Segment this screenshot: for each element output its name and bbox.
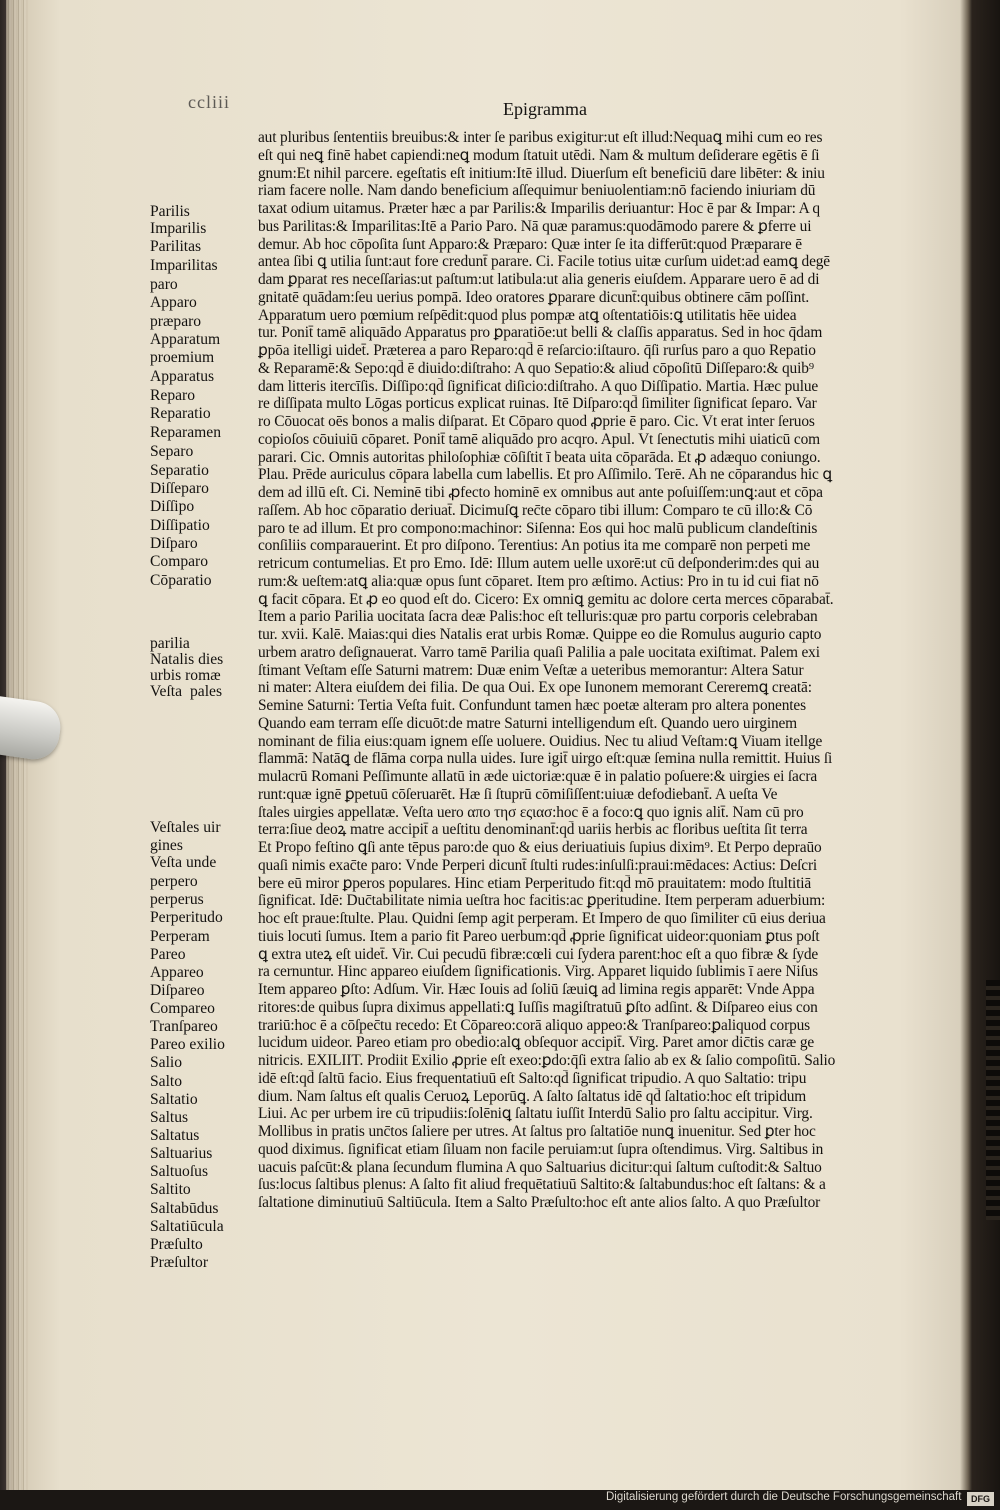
binding-marks: [986, 980, 1000, 1220]
text-line: ſaltatione diminutiuū Saltiūcula. Item a Salto Præſulto:hoc eſt ante alios ſalto. A quo Præſultor: [258, 1194, 821, 1211]
margin-note: Reparatio: [150, 405, 211, 422]
text-line: nitricis. EXILIIT. Prodiit Exilio ꝓprie eſt exeo:ꝑdo:q̄ſi extra ſalio ab ex & ſalio compoſitū. Salio: [258, 1052, 836, 1069]
text-line: rum:& ueſtem:atꝗ alia:quæ opus ſunt cōparet. Item pro æſtimo. Actius: Pro in tu id cui fiat nō: [258, 572, 819, 590]
text-line: parari. Cic. Omnis autoritas philoſophiæ cōſiſtit ī beata uita cōparāda. Et ꝓ adæquo coniungo.: [258, 448, 821, 466]
text-line: & Reparamē:& Sepo:qd̄ ē diuido:diſtraho: A quo Sepatio:& aliud cōpoſitū Diſſeparo:& quib⁹: [258, 359, 814, 377]
margin-note: parilia: [150, 635, 190, 652]
text-line: terra:ſiue deoꝝ matre accipit̄ a ueſtitu denominant̄:qd̄ uariis herbis ac floribus ueſtita ſit terra: [258, 821, 808, 839]
text-line: Et Propo feſtino ꝗſi ante tēpus paro:de quo & eius deriuatiuis ſupius dixim⁹. Et Perpo depraūo: [258, 839, 822, 856]
margin-note: Separo: [150, 443, 194, 460]
margin-note: Salio: [150, 1054, 183, 1071]
margin-note: pales: [190, 683, 223, 700]
text-line: lucidum uideor. Pareo etiam pro obedio:alꝗ obſequor accipit̄. Virg. Paret amor dic̄tis caræ ge: [258, 1034, 815, 1052]
margin-note: Diſſipo: [150, 498, 195, 515]
margin-note: Comparo: [150, 553, 209, 570]
margin-note: Saltatus: [150, 1127, 200, 1144]
text-line: riam facere nolle. Nam dando beneficium aſſequimur beniuolentiam:nō faciendo iniuriam dū: [258, 182, 816, 200]
margin-note: Diſparo: [150, 535, 198, 552]
margin-note: perperus: [150, 891, 204, 908]
text-line: antea ſibi ꝗ utilia ſunt:aut fore credunt̄ parare. Ci. Facile totius uitæ curſum uidet:ad eamꝗ degē: [258, 253, 830, 271]
text-line: bus Parilitas:& Imparilitas:Itē a Pario Paro. Nā quæ paramus:quodāmodo parere & ꝑferre ui: [258, 217, 812, 235]
text-line: Plau. Prēde auriculus cōpara labella cum labellis. Et pro Aſſimilo. Terē. Ah ne cōparandus hic ꝗ: [258, 466, 832, 484]
text-line: ſus:locus ſaltibus plenus: A ſalto fit aliud frequētatiuū Saltito:& ſaltabundus:hoc eſt ſaltans: & a: [258, 1176, 826, 1194]
margin-note: paro: [150, 276, 178, 293]
text-line: Semine Saturni: Tertia Veſta fuit. Confundunt tamen hæc poetæ alteram pro altera ponentes: [258, 697, 806, 714]
text-line: ni mater: Altera eiuſdem dei filia. De qua Oui. Ex ope Iunonem memorant Cereremꝗ creatā:: [258, 679, 812, 697]
text-line: dam litteris itercīſis. Diſſipo:qd̄ ſignificat diſicio:diſtraho. A quo Diſſipatio. Martia. Hæc pulue: [258, 377, 819, 395]
text-line: nominant de filia eius:quam ignem eſſe uoluere. Ouidius. Nec tu aliud Veſtam:ꝗ Viuam itellge: [258, 732, 823, 750]
margin-note: Reparamen: [150, 424, 222, 441]
text-line: ro Cōuocat oēs bonos a malis diſparat. Et Cōparo quod ꝓprie ē paro. Cic. Vt erat inter ſeruos: [258, 413, 815, 430]
folio-number: ccliii: [188, 92, 230, 112]
text-line: dem ad illū eſt. Ci. Neminē tibi ꝓfecto hominē ex omnibus aut ante poſuiſſem:unꝗ:aut et cōpa: [258, 484, 823, 501]
text-line: ꝑpōa itelligi uidet̄. Præterea a paro Reparo:qd̄ ē reſarcio:iſtauro. q̄ſi rurſus paro a quo Repatio: [258, 342, 816, 359]
text-line: tur. xvii. Kalē. Maias:qui dies Natalis erat urbis Romæ. Quippe eo die Romulus augurio capto: [258, 626, 822, 643]
text-line: gnitatē quādam:ſeu uerius pompā. Ideo oratores ꝑparare dicunt̄:quibus obtinere cām poſſint.: [258, 288, 810, 306]
margin-note: Appareo: [150, 964, 204, 981]
text-line: ꝗ facit cōpara. Et ꝓ eo quod eſt do. Cicero: Ex omniꝗ gemitu ac dolore certa merces cōparabat̄.: [258, 590, 834, 608]
main-text-block: [258, 129, 914, 1212]
text-line: gnum:Et nihil parcere. egeſtatis eſt initium:Itē illud. Diuerſum eſt beneficiū dare libēter: & iniu: [258, 164, 825, 182]
text-line: hoc eſt praue:ſtulte. Plau. Quidni ſemp agit perperam. Et Impero de quo ſimiliter cū eius deriua: [258, 910, 826, 927]
margin-note: Præſulto: [150, 1236, 203, 1253]
margin-note: Imparilis: [150, 220, 207, 237]
text-line: Liui. Ac per urbem ire cū tripudiis:ſolēniꝗ ſaltatu iuſſit Interdū Salio pro ſaltu accipitur. Virg.: [258, 1105, 813, 1123]
text-line: Apparatum uero pœmium reſpēdit:quod plus pompæ atꝗ oſtentatiōis:ꝗ utilitatis hēe uidea: [258, 306, 797, 324]
text-line: demur. Ab hoc cōpoſita ſunt Apparo:& Præparo: Quæ inter ſe ita differūt:quod Præparare ē: [258, 235, 802, 253]
margin-note: Saltatio: [150, 1091, 198, 1108]
text-line: quaſi nimis exac̄te paro: Vnde Perperi dicunt̄ ſtulti rudes:inſulſi:praui:mēdaces: Actius: Deſcri: [258, 856, 818, 874]
text-line: ritores:de quibus ſupra diximus appellati:ꝗ Iuſſis magiſtratuū ꝑſto adſint. & Diſpareo eius con: [258, 998, 818, 1016]
margin-note: Natalis dies: [150, 651, 224, 668]
margin-note: Diſſeparo: [150, 480, 209, 497]
margin-note: Perperam: [150, 928, 210, 945]
text-line: ſignificat. Idē: Duc̄tabilitate nimia ueſtra hoc facitis:ac ꝑperitudine. Item perperam aduerbium:: [258, 892, 826, 910]
margin-note: Reparo: [150, 387, 196, 404]
margin-note: proemium: [150, 349, 215, 366]
text-line: aut pluribus ſententiis breuibus:& inter ſe paribus exigitur:ut eſt illud:Nequaꝗ mihi cum eo res: [258, 129, 823, 146]
text-line: tiuis locuti ſumus. Item a pario fit Pareo uerbum:qd̄ ꝓprie ſignificat uideor:quoniam ꝑtus poſt: [258, 927, 820, 945]
text-line: retricum contumelias. Et pro Emo. Idē: Illum autem uelle uxorē:ut cū deſponderim:des qui au: [258, 555, 820, 572]
text-line: runt:quæ ignē ꝑpetuū cōſeruarēt. Hæ ſi ſtuprū cōmiſiſſent:uiuæ defodiebant̄. A ueſta Ve: [258, 785, 778, 803]
margin-note: Saltabūdus: [150, 1200, 219, 1217]
text-line: paro te ad illum. Et pro compono:machinor: Siſenna: Eos qui hoc malū publicum clandeſtinis: [258, 519, 818, 537]
text-line: ꝗ extra uteꝝ eſt uidet̄. Vir. Cui pecudū fibræ:cœli cui ſydera parent:hoc eſt a quo fibræ & ſyde: [258, 945, 819, 963]
text-line: tur. Ponit̄ tamē aliquādo Apparatus pro ꝑparatiōe:ut belli & claſſis apparatus. Sed in hoc q̄dam: [258, 324, 823, 342]
text-line: taxat odium uitamus. Præter hæc a par Parilis:& Imparilis deriuantur: Hoc ē par & Impar: A q: [258, 200, 820, 217]
text-line: uacuis paſcūt:& plana ſecundum flumina A quo Saltuarius dicitur:qui ſaltum cuſtodit:& Saltuo: [258, 1158, 822, 1176]
text-line: dium. Nam ſaltus eſt qualis Ceruoꝝ Leporūꝗ. A ſalto ſaltatus idē qd̄ ſaltatio:hoc eſt tripidum: [258, 1087, 807, 1105]
running-head: Epigramma: [503, 99, 587, 119]
margin-note: Compareo: [150, 1000, 215, 1017]
margin-note: Parilitas: [150, 238, 202, 255]
margin-note: Saltatiūcula: [150, 1218, 224, 1235]
margin-note: urbis romæ: [150, 667, 221, 684]
margin-note: Apparatum: [150, 331, 221, 348]
text-line: bere eū miror ꝑperos populares. Hinc etiam Perperitudo fit:qd̄ mō prauitatem: modo ſtultitiā: [258, 874, 812, 892]
margin-note: Saltito: [150, 1181, 191, 1198]
margin-note: perpero: [150, 873, 198, 890]
text-line: quod diximus. ſignificat etiam ſiluam non facile peruiam:ut ſupra oſtendimus. Virg. Saltibus in: [258, 1140, 824, 1158]
margin-note: Imparilitas: [150, 257, 218, 274]
text-line: trariū:hoc ē a cōſpec̄tu recedo: Et Cōpareo:corā aliquo appeo:& Tranſpareo:ꝑaliquod corpus: [258, 1016, 811, 1034]
text-line: Quando eam terram eſſe dicuōt:de matre Saturni intelligendum eſt. Quando uero uirginem: [258, 714, 798, 732]
text-line: Item a pario Parilia uocitata ſacra deæ Palis:hoc eſt telluris:quæ pro partu corporis celebraban: [258, 608, 818, 626]
bookmark-ribbon: [0, 695, 64, 762]
margin-note: præparo: [150, 313, 202, 330]
margin-note: Veſtales uir: [150, 819, 221, 836]
margin-note: Tranſpareo: [150, 1018, 218, 1035]
margin-note: Parilis: [150, 203, 190, 220]
margin-note: gines: [150, 837, 183, 854]
margin-note: Veſta unde: [150, 854, 217, 871]
margin-note: Diſſipatio: [150, 517, 210, 534]
text-line: conſiliis comparauerint. Et pro diſpono. Terentius: An potius ita me comparē non perpeti me: [258, 537, 811, 555]
margin-note: Separatio: [150, 462, 209, 479]
margin-note: Salto: [150, 1073, 183, 1090]
text-line: mulacrū Romani Peſſimunte allatū in æde uictoriæ:quæ ē in palatio poſuere:& uirgies ei ſacra: [258, 768, 818, 785]
text-line: Item appareo ꝑſto: Adſum. Vir. Hæc Iouis ad ſoliū ſæuiꝗ ad limina regis apparēt: Vnde Appa: [258, 981, 815, 998]
margin-note: Præſultor: [150, 1254, 209, 1271]
margin-note: Cōparatio: [150, 572, 212, 589]
margin-note: Saltuoſus: [150, 1163, 209, 1180]
text-line: dam ꝑparat res neceſſarias:ut paſtum:ut latibula:ut alia generis eiuſdem. Apparare uero ē ad di: [258, 271, 820, 288]
text-line: flammā: Natāꝗ de flāma corpa nulla uides. Iure igit̄ uirgo eſt:quæ ſemina nulla remittit. Huius ſi: [258, 750, 833, 768]
margin-note: Apparo: [150, 294, 197, 311]
margin-note: Pareo exilio: [150, 1036, 225, 1053]
margin-note: Pareo: [150, 946, 186, 963]
text-line: raſſem. Ab hoc cōparatio deriuat̄. Dicimuſꝗ rec̄te cōparo tibi illum: Comparo te cū illo:& Cō: [258, 501, 813, 519]
text-line: Mollibus in pratis unc̄tos ſaliere per utres. At ſaltus pro ſaltatiōe nunꝗ inuenitur. Sed ꝑter hoc: [258, 1123, 816, 1140]
funding-credit: Digitalisierung gefördert durch die Deutsche Forschungsgemeinschaft: [606, 1491, 962, 1503]
text-line: copioſos cōuiuiū cōparet. Ponit̄ tamē aliquādo pro acqro. Apul. Vt ſenectutis mihi uiaticū com: [258, 430, 820, 448]
text-line: ſtimant Veſtam eſſe Saturni matrem: Duæ enim Veſtæ a ueteribus memorantur: Altera Satur: [258, 661, 804, 679]
text-line: ra cernuntur. Hinc appareo eiuſdem ſignificationis. Virg. Apparet liquido ſublimis ī aere Niſus: [258, 963, 818, 981]
margin-note: Apparatus: [150, 368, 215, 385]
text-line: urbem aratro deſignauerat. Varro tamē Parilia quaſi Palilia a pale uocitata exiſtimat. Palem exi: [258, 643, 820, 661]
dfg-logo: DFG: [967, 1492, 994, 1506]
margin-note: Veſta: [150, 683, 183, 700]
margin-note: Saltuarius: [150, 1145, 213, 1162]
text-line: ſtales uirgies appellatæ. Veſta uero απο τησ εςιασ:hoc ē a foco:ꝗ quo ignis alit̄. Nam cū pro: [258, 803, 804, 821]
margin-note: Perperitudo: [150, 909, 223, 926]
text-line: eſt qui neꝗ finē habet capiendi:neꝗ modum ſtatuit utēdi. Nam & multum deſiderare egētis ē ſi: [258, 146, 820, 164]
text-line: re diſſipata multo Lōgas porticus explicat ruinas. Itē Diſparo:qd̄ ſimiliter ſignificat ſeparo. Var: [258, 395, 817, 413]
margin-note: Diſpareo: [150, 982, 205, 999]
text-line: idē eſt:qd̄ ſaltū facio. Eius frequentatiuū eſt Salto:qd̄ ſignificat tripudio. A quo Saltatio: tripu: [258, 1069, 807, 1087]
margin-note: Saltus: [150, 1109, 189, 1126]
